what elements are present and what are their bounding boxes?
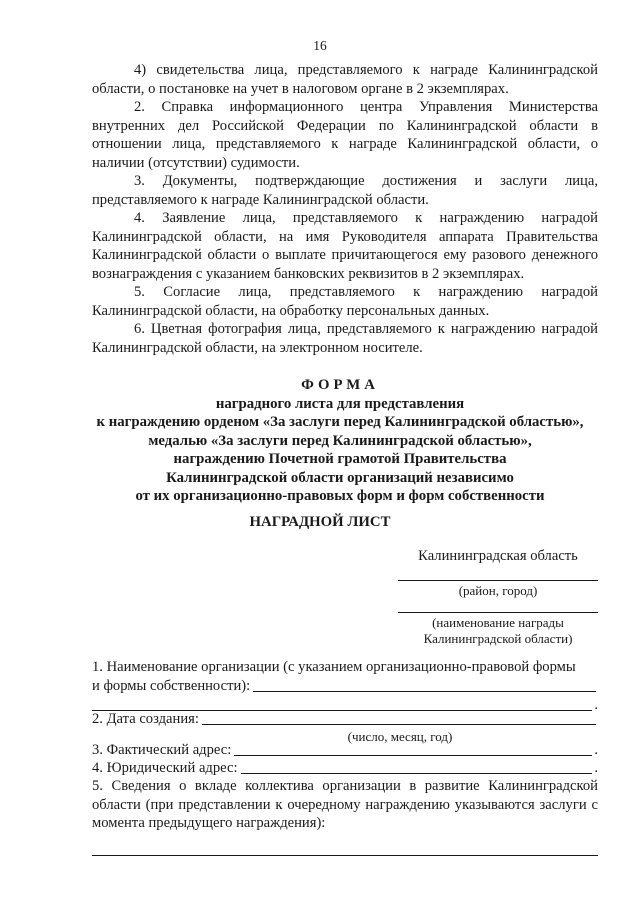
form-heading (70, 376, 610, 506)
list-item: 4) свидетельства лица, представляемого к награде Калининградской области, о постановке на учет в налоговом органе в 2 экземплярах. (92, 62, 598, 97)
field-legal-address-label: 4. Юридический адрес: (92, 760, 238, 776)
region-name: Калининградская область (418, 548, 578, 564)
list-item: 3. Документы, подтверждающие достижения и заслуги лица, представляемого к награде Калининградской области. (92, 173, 598, 208)
form-heading-line: медалью «За заслуги перед Калининградской областью», (148, 432, 532, 449)
requirements-list (92, 61, 598, 357)
field-organization-label-2: и формы собственности): (92, 678, 251, 694)
organization-input-line[interactable] (253, 691, 596, 692)
field-date (92, 710, 598, 744)
end-dot: . (594, 697, 598, 713)
list-item: 6. Цветная фотография лица, представляемого к награждению наградой Калининградской области, на электронном носителе. (92, 321, 598, 356)
list-item: 2. Справка информационного центра Управления Министерства внутренних дел Российской Федерации по Калининградской области в отношении лица, представляемого к награде Калининградской области, о наличии (отсутствии) судимости. (92, 99, 598, 171)
award-caption-line: Калининградской области) (423, 631, 573, 646)
field-actual-address (92, 741, 598, 760)
list-item: 5. Согласие лица, представляемого к награждению наградой Калининградской области, на обработку персональных данных. (92, 284, 598, 319)
contribution-input-line[interactable] (92, 855, 598, 856)
document-title: НАГРАДНОЙ ЛИСТ (249, 514, 391, 530)
district-line[interactable] (398, 580, 598, 581)
award-caption-line: (наименование награды (432, 615, 564, 630)
form-heading-line: Калининградской области организаций независимо (166, 469, 514, 486)
field-date-label: 2. Дата создания: (92, 711, 199, 727)
form-heading-title: ФОРМА (301, 377, 379, 393)
date-input-line[interactable] (202, 724, 596, 725)
page-number: 16 (313, 38, 327, 53)
form-heading-line: наградного листа для представления (215, 395, 465, 412)
legal-address-input-line[interactable] (241, 773, 593, 774)
award-line[interactable] (398, 612, 598, 613)
actual-address-input-line[interactable] (234, 755, 592, 756)
list-item: 4. Заявление лица, представляемого к награждению наградой Калининградской области, на имя Руководителя аппарата Правительства Калининградской области о выплате причитающегося ему разового денежного вознаграждения с указанием банковских реквизитов в 2 экземплярах. (92, 210, 598, 282)
field-organization (92, 658, 598, 715)
award-caption (398, 615, 598, 647)
district-caption: (район, город) (458, 583, 538, 598)
form-heading-line: награждению Почетной грамотой Правительства (173, 451, 507, 467)
field-contribution-label: 5. Сведения о вкладе коллектива организации в развитие Калининградской области (при представлении к очередному награждению указываются заслуги с момента предыдущего награждения): (92, 778, 598, 831)
end-dot: . (594, 742, 598, 758)
field-actual-address-label: 3. Фактический адрес: (92, 742, 232, 758)
field-contribution (92, 777, 598, 856)
end-dot: . (594, 760, 598, 776)
field-organization-label: 1. Наименование организации (с указанием организационно-правовой формы (92, 659, 576, 675)
form-heading-line: от их организационно-правовых форм и форм собственности (135, 488, 545, 504)
field-legal-address (92, 759, 598, 778)
date-caption: (число, месяц, год) (347, 729, 453, 744)
form-heading-line: к награждению орденом «За заслуги перед Калининградской областью», (96, 414, 584, 430)
